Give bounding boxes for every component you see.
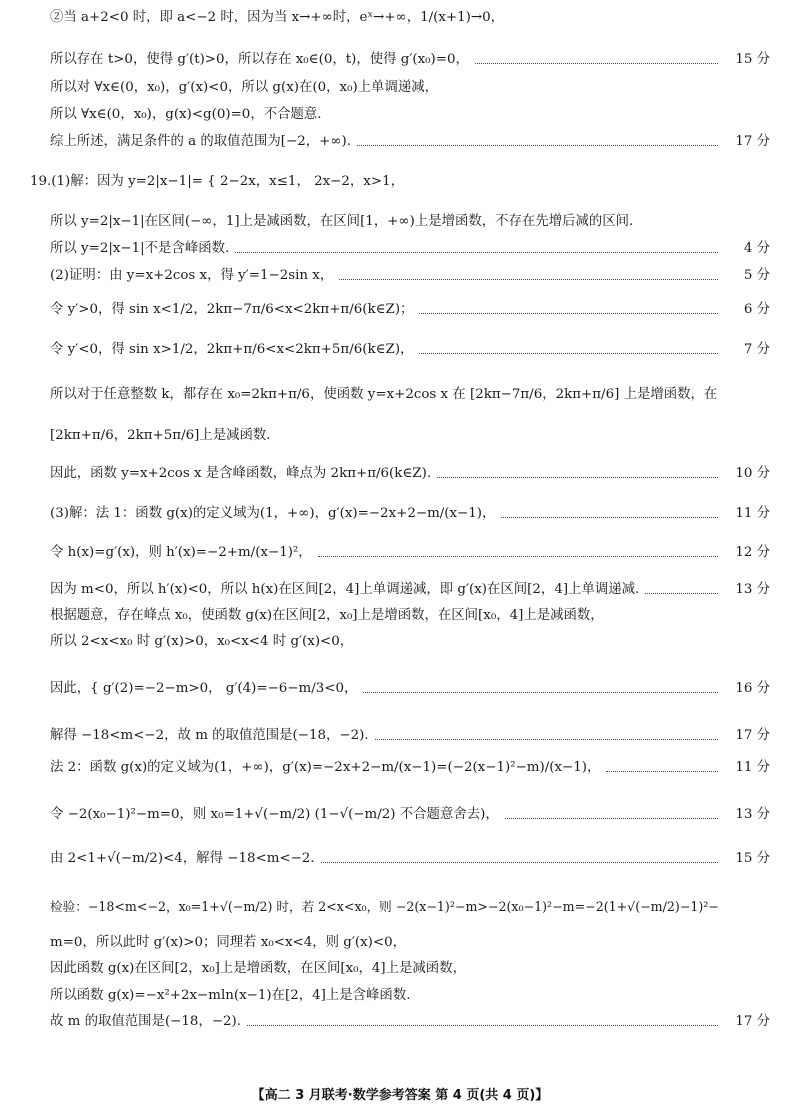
text-line: m=0，所以此时 g′(x)>0；同理若 x₀<x<4，则 g′(x)<0， (50, 935, 407, 950)
text-line: 令 y′<0，得 sin x>1/2，2kπ+π/6<x<2kπ+5π/6(k∈Z)， 7 分 (50, 342, 770, 357)
score-label: 17 分 (735, 1014, 770, 1029)
dot-leader (363, 692, 718, 693)
text-line: 所以 y=2|x−1|不是含峰函数. 4 分 (50, 241, 770, 256)
score-label: 15 分 (735, 851, 770, 866)
text-line: [2kπ+π/6，2kπ+5π/6]上是减函数. (50, 428, 271, 443)
score-label: 5 分 (743, 268, 770, 283)
text-line: 令 y′>0，得 sin x<1/2，2kπ−7π/6<x<2kπ+π/6(k∈Z)； 6 分 (50, 302, 770, 317)
dot-leader (645, 593, 718, 594)
dot-leader (505, 818, 718, 819)
dot-leader (437, 477, 718, 478)
score-label: 15 分 (735, 52, 770, 67)
score-label: 4 分 (743, 241, 770, 256)
text-line: 所以存在 t>0，使得 g′(t)>0，所以存在 x₀∈(0，t)，使得 g′(x₀)=0， 15 分 (50, 52, 770, 67)
dot-leader (475, 63, 718, 64)
text-line: 综上所述，满足条件的 a 的取值范围为[−2，+∞). 17 分 (50, 134, 770, 149)
text-line: (2)证明：由 y=x+2cos x，得 y′=1−2sin x， 5 分 (50, 268, 770, 283)
text-line: 法 2：函数 g(x)的定义域为(1，+∞)，g′(x)=−2x+2−m/(x−1)=(−2(x−1)²−m)/(x−1)， 11 分 (50, 760, 770, 775)
score-label: 16 分 (735, 681, 770, 696)
text-line: 因此函数 g(x)在区间[2，x₀]上是增函数，在区间[x₀，4]上是减函数， (50, 961, 466, 976)
dot-leader (419, 353, 718, 354)
score-label: 13 分 (735, 807, 770, 822)
dot-leader (375, 739, 718, 740)
dot-leader (501, 517, 718, 518)
dot-leader (419, 313, 718, 314)
text-line: 所以 2<x<x₀ 时 g′(x)>0，x₀<x<4 时 g′(x)<0， (50, 634, 354, 649)
question-19-heading: 19.(1)解：因为 y=2|x−1|= { 2−2x，x≤1， 2x−2，x>1， (30, 174, 404, 189)
text-line: 所以对于任意整数 k，都存在 x₀=2kπ+π/6，使函数 y=x+2cos x 在 [2kπ−7π/6，2kπ+π/6] 上是增函数，在 (50, 387, 718, 402)
dot-leader (235, 252, 718, 253)
text-line: 根据题意，存在峰点 x₀，使函数 g(x)在区间[2，x₀]上是增函数，在区间[x₀，4]上是减函数， (50, 608, 604, 623)
text-line: 因此，{ g′(2)=−2−m>0， g′(4)=−6−m/3<0， 16 分 (50, 681, 770, 696)
text-line: 令 h(x)=g′(x)，则 h′(x)=−2+m/(x−1)²， 12 分 (50, 545, 770, 560)
score-label: 11 分 (735, 760, 770, 775)
score-label: 7 分 (743, 342, 770, 357)
text-line: 所以 y=2|x−1|在区间(−∞，1]上是减函数，在区间[1，+∞)上是增函数，不存在先增后减的区间. (50, 214, 634, 229)
dot-leader (321, 862, 718, 863)
text-line: ②当 a+2<0 时，即 a<−2 时，因为当 x→+∞时，eˣ→+∞，1/(x+1)→0， (50, 10, 505, 25)
score-label: 6 分 (743, 302, 770, 317)
score-label: 17 分 (735, 134, 770, 149)
text-line: 所以对 ∀x∈(0，x₀)，g′(x)<0，所以 g(x)在(0，x₀)上单调递减， (50, 80, 439, 95)
text-line: 由 2<1+√(−m/2)<4，解得 −18<m<−2. 15 分 (50, 851, 770, 866)
dot-leader (357, 145, 718, 146)
text-line: (3)解：法 1：函数 g(x)的定义域为(1，+∞)，g′(x)=−2x+2−m/(x−1)， 11 分 (50, 506, 770, 521)
dot-leader (606, 771, 718, 772)
text-line: 因此，函数 y=x+2cos x 是含峰函数，峰点为 2kπ+π/6(k∈Z). 10 分 (50, 466, 770, 481)
dot-leader (318, 556, 718, 557)
dot-leader (247, 1025, 718, 1026)
score-label: 17 分 (735, 728, 770, 743)
score-label: 13 分 (735, 582, 770, 597)
page-footer: 【高二 3 月联考·数学参考答案 第 4 页(共 4 页)】 (251, 1088, 549, 1103)
score-label: 11 分 (735, 506, 770, 521)
text-line: 因为 m<0，所以 h′(x)<0，所以 h(x)在区间[2，4]上单调递减，即 g′(x)在区间[2，4]上单调递减. 13 分 (50, 582, 770, 597)
text-line: 所以 ∀x∈(0，x₀)，g(x)<g(0)=0，不合题意. (50, 107, 322, 122)
score-label: 10 分 (735, 466, 770, 481)
text-line: 令 −2(x₀−1)²−m=0，则 x₀=1+√(−m/2) (1−√(−m/2) 不合题意舍去)， 13 分 (50, 807, 770, 822)
text-line: 检验：−18<m<−2，x₀=1+√(−m/2) 时，若 2<x<x₀，则 −2(x−1)²−m>−2(x₀−1)²−m=−2(1+√(−m/2)−1)²− (50, 899, 719, 914)
text-line: 解得 −18<m<−2，故 m 的取值范围是(−18，−2). 17 分 (50, 728, 770, 743)
dot-leader (339, 279, 718, 280)
text-line: 所以函数 g(x)=−x²+2x−mln(x−1)在[2，4]上是含峰函数. (50, 988, 411, 1003)
text-line: 故 m 的取值范围是(−18，−2). 17 分 (50, 1014, 770, 1029)
score-label: 12 分 (735, 545, 770, 560)
